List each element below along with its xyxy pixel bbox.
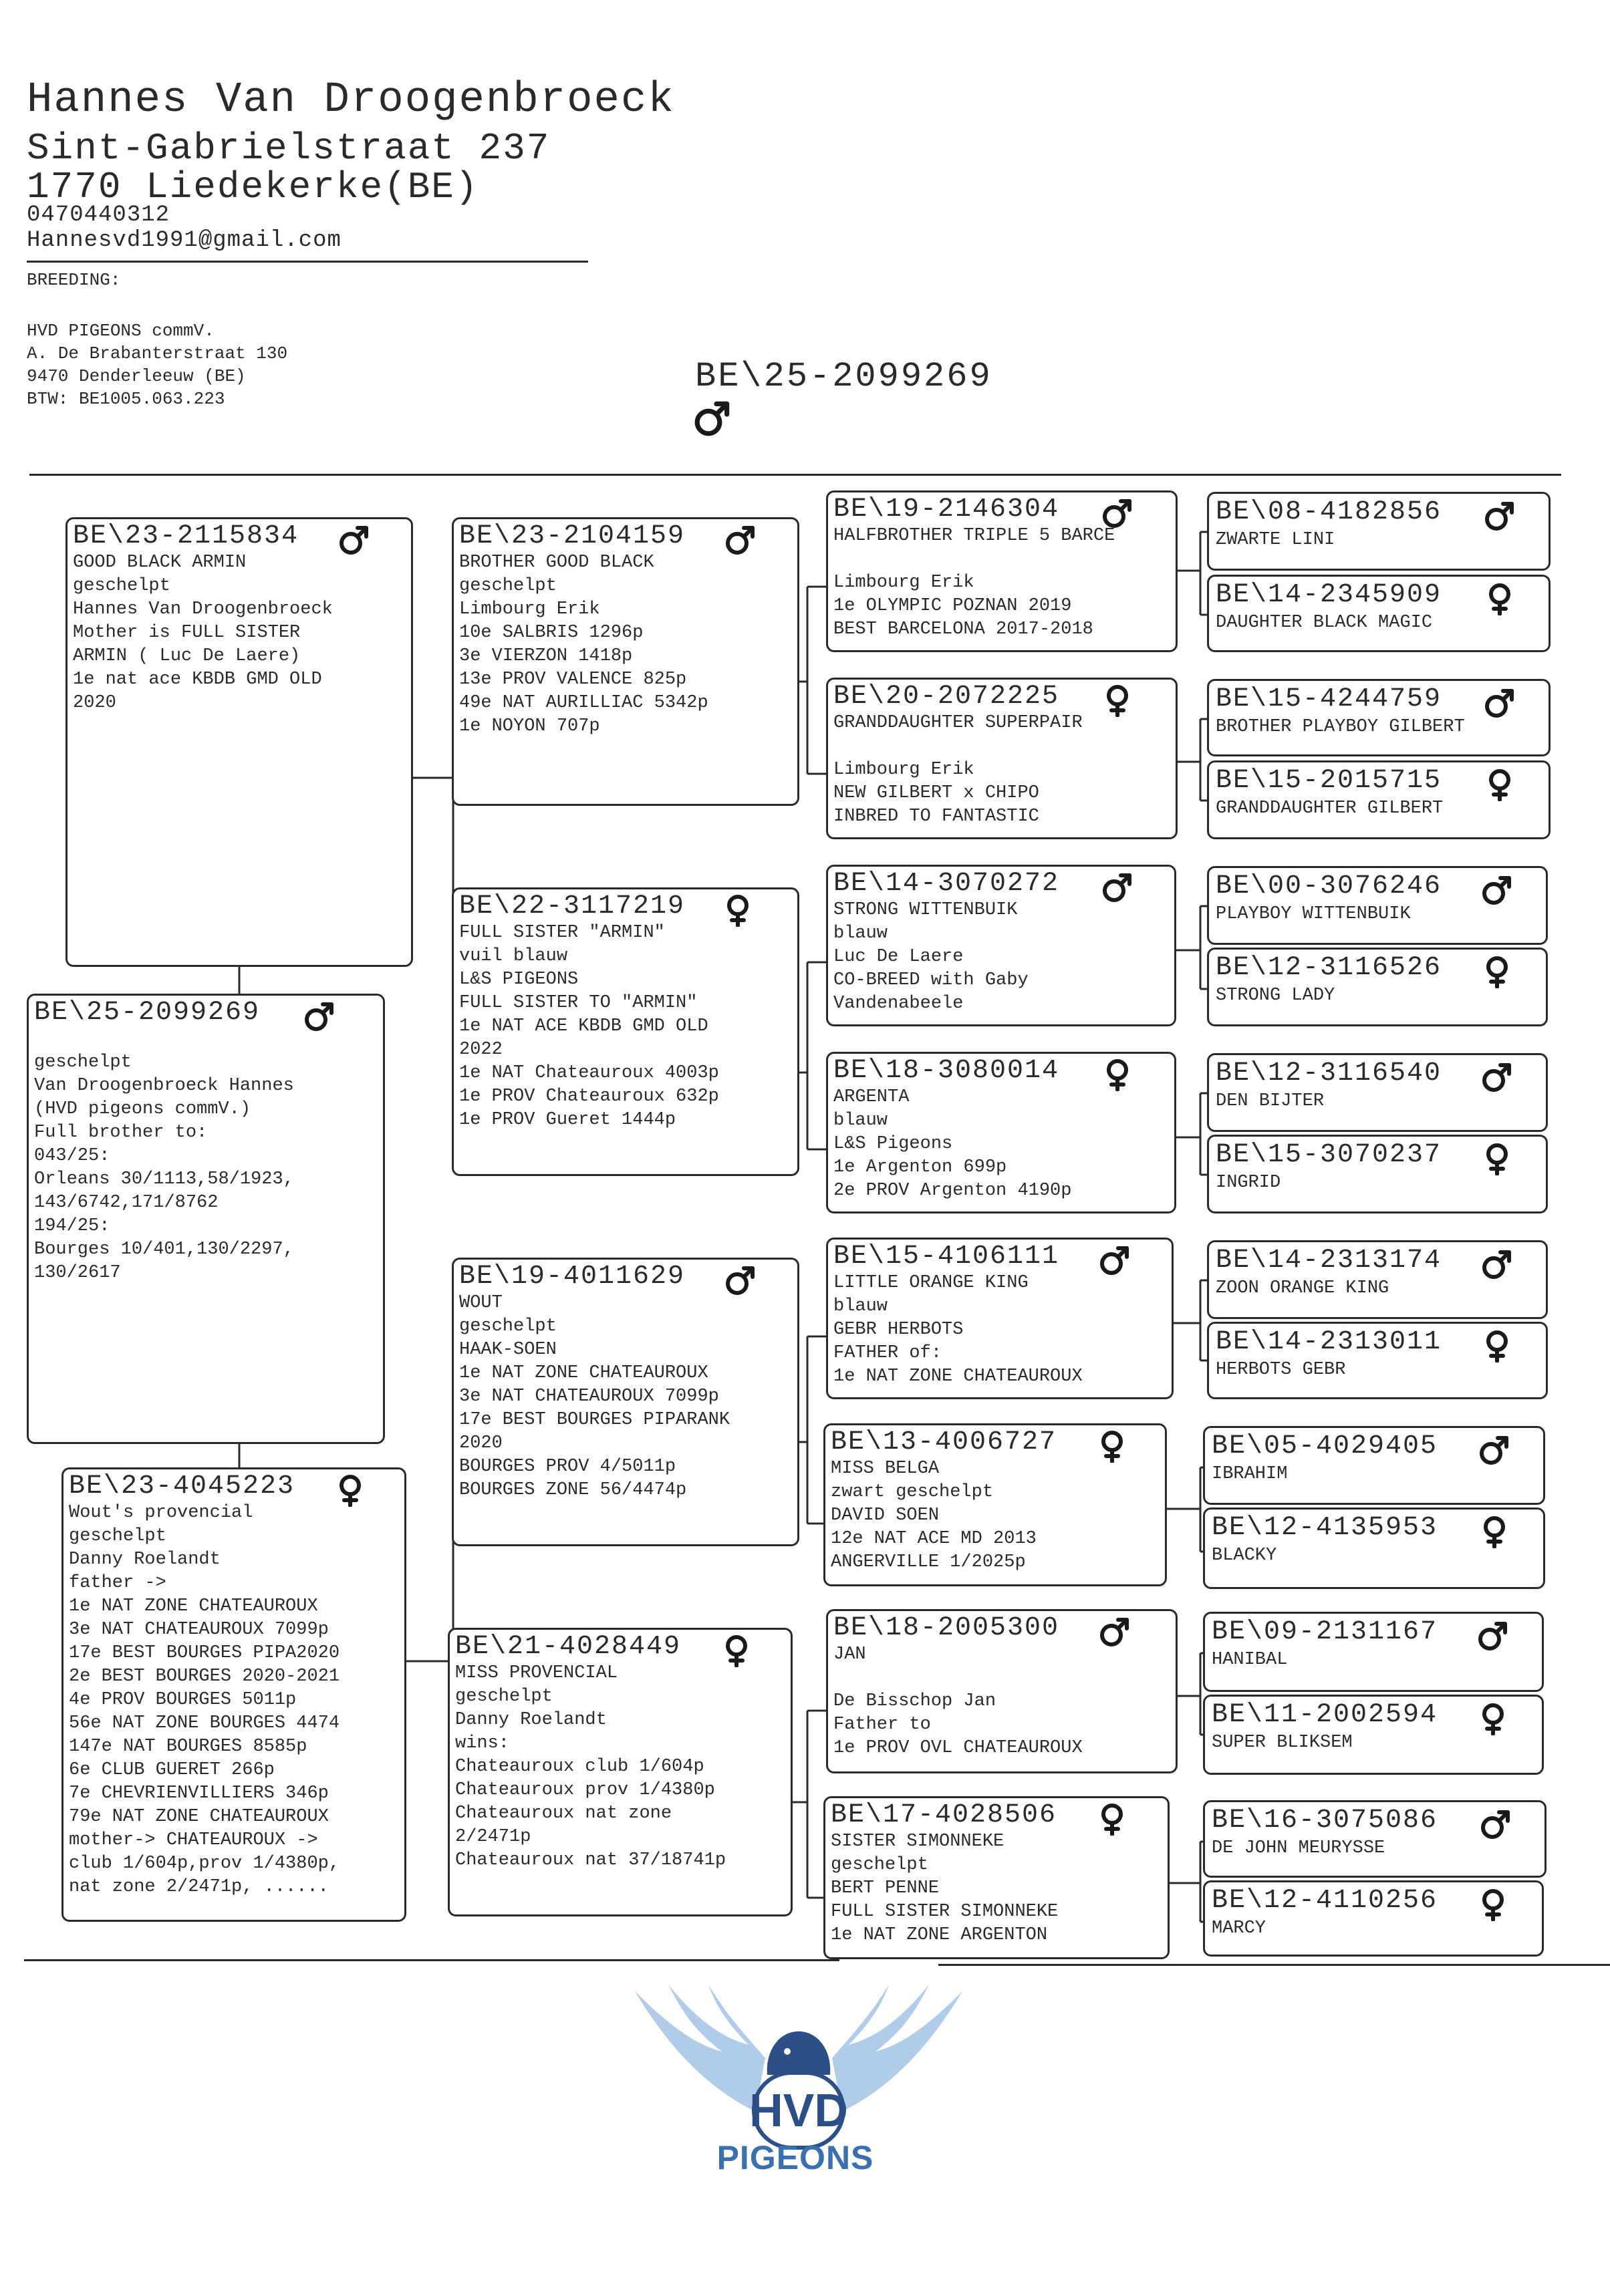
- card-details: Wout's provencial geschelpt Danny Roelandt father -> 1e NAT ZONE CHATEAUROUX 3e NAT CHATEAUROUX 7099p 17e BEST BOURGES PIPA2020 2e BEST BOURGES 2020-2021 4e PROV BOURGES 5011p 56e NAT ZONE BOURGES 4474 147e NAT BOURGES 8585p 6e CLUB GUERET 266p 7e CHEVRIENVILLIERS 346p 79e NAT ZONE CHATEAUROUX mother-> CHATEAUROUX -> club 1/604p,prov 1/4380p, nat zone 2/2471p, ......: [69, 1503, 340, 1897]
- pedigree-card-g5-5: [1207, 866, 1548, 945]
- pedigree-card-g5-14: [1203, 1695, 1544, 1775]
- male-symbol-icon: [724, 523, 757, 557]
- pedigree-card-dss: [826, 1238, 1174, 1399]
- female-symbol-icon: [721, 893, 755, 927]
- card-details: DE JOHN MEURYSSE: [1212, 1838, 1385, 1858]
- pedigree-card-sdd: [826, 1052, 1176, 1213]
- pedigree-card-g5-15: [1203, 1800, 1547, 1878]
- female-symbol-icon: [1095, 1429, 1129, 1463]
- pedigree-card-sire-dam: [452, 887, 799, 1176]
- ring-number: BE\21-4028449: [455, 1632, 682, 1662]
- male-symbol-icon: [1483, 686, 1516, 720]
- card-details: STRONG WITTENBUIK blauw Luc De Laere CO-BREED with Gaby Vandenabeele: [833, 900, 1029, 1014]
- card-details: MISS PROVENCIAL geschelpt Danny Roelandt wins: Chateauroux club 1/604p Chateauroux prov 1/4380p Chateauroux nat zone 2/2471p Chateauroux nat 37/18741p: [455, 1663, 726, 1870]
- male-symbol-icon: [338, 523, 371, 557]
- card-details: DEN BIJTER: [1216, 1091, 1325, 1111]
- card-details: MISS BELGA zwart geschelpt DAVID SOEN 12e NAT ACE MD 2013 ANGERVILLE 1/2025p: [831, 1459, 1037, 1572]
- ring-number: BE\11-2002594: [1212, 1700, 1438, 1730]
- ring-number: BE\14-2345909: [1216, 580, 1442, 610]
- ring-number: BE\16-3075086: [1212, 1806, 1438, 1836]
- male-symbol-icon: [724, 1264, 757, 1297]
- ring-number: BE\18-2005300: [833, 1613, 1060, 1643]
- ring-number: BE\12-4110256: [1212, 1886, 1438, 1916]
- owner-name: Hannes Van Droogenbroeck: [27, 76, 675, 124]
- male-symbol-icon: [1480, 1060, 1514, 1094]
- card-details: HALFBROTHER TRIPLE 5 BARCE Limbourg Erik 1e OLYMPIC POZNAN 2019 BEST BARCELONA 2017-2018: [833, 526, 1115, 639]
- pedigree-card-g5-13: [1203, 1612, 1544, 1692]
- card-details: FULL SISTER "ARMIN" vuil blauw L&S PIGEONS FULL SISTER TO "ARMIN" 1e NAT ACE KBDB GMD OLD 2022 1e NAT Chateauroux 4003p 1e PROV Chateauroux 632p 1e PROV Gueret 1444p: [459, 923, 719, 1130]
- card-details: DAUGHTER BLACK MAGIC: [1216, 613, 1433, 633]
- card-details: GRANDDAUGHTER GILBERT: [1216, 799, 1444, 819]
- card-details: SISTER SIMONNEKE geschelpt BERT PENNE FULL SISTER SIMONNEKE 1e NAT ZONE ARGENTON: [831, 1832, 1059, 1945]
- female-symbol-icon: [1483, 768, 1516, 801]
- card-details: IBRAHIM: [1212, 1464, 1288, 1484]
- male-symbol-icon: [1476, 1619, 1510, 1653]
- pedigree-card-dam-sire: [452, 1258, 799, 1546]
- card-details: INGRID: [1216, 1173, 1281, 1193]
- pedigree-card-dam-dam: [448, 1628, 793, 1916]
- pedigree-card-g5-8: [1207, 1135, 1548, 1213]
- female-symbol-icon: [333, 1473, 367, 1507]
- female-symbol-icon: [1480, 955, 1514, 988]
- card-details: ZOON ORANGE KING: [1216, 1278, 1389, 1298]
- pedigree-card-dsd: [823, 1423, 1167, 1586]
- owner-city: 1770 Liedekerke(BE): [27, 166, 479, 208]
- ring-number: BE\12-4135953: [1212, 1513, 1438, 1543]
- ring-number: BE\18-3080014: [833, 1056, 1060, 1086]
- ring-number: BE\22-3117219: [459, 891, 686, 921]
- logo-text: PIGEONS: [716, 2139, 874, 2176]
- pedigree-card-ddd: [823, 1796, 1170, 1959]
- owner-phone: 0470440312: [27, 202, 170, 228]
- card-details: HERBOTS GEBR: [1216, 1360, 1346, 1380]
- main-ring-number: BE\25-2099269: [695, 357, 992, 396]
- male-symbol-icon: [1098, 1244, 1131, 1277]
- card-details: WOUT geschelpt HAAK-SOEN 1e NAT ZONE CHATEAUROUX 3e NAT CHATEAUROUX 7099p 17e BEST BOURGES PIPARANK 2020 BOURGES PROV 4/5011p BOURGES ZONE 56/4474p: [459, 1293, 730, 1500]
- pedigree-card-g5-6: [1207, 948, 1548, 1026]
- pedigree-card-sire: [65, 517, 413, 967]
- ring-number: BE\14-2313174: [1216, 1246, 1442, 1276]
- male-symbol-icon: [1480, 1248, 1514, 1281]
- female-symbol-icon: [1095, 1802, 1129, 1836]
- owner-street: Sint-Gabrielstraat 237: [27, 127, 551, 170]
- ring-number: BE\12-3116526: [1216, 953, 1442, 983]
- pedigree-card-g5-11: [1203, 1426, 1545, 1505]
- male-symbol-icon: [1483, 499, 1516, 533]
- male-symbol-icon: [1479, 1808, 1512, 1841]
- ring-number: BE\08-4182856: [1216, 497, 1442, 527]
- card-details: BROTHER PLAYBOY GILBERT: [1216, 717, 1465, 737]
- card-details: GOOD BLACK ARMIN geschelpt Hannes Van Droogenbroeck Mother is FULL SISTER ARMIN ( Luc De Laere) 1e nat ace KBDB GMD OLD 2020: [73, 553, 333, 713]
- bottom-divider-right: [938, 1964, 1610, 1966]
- pedigree-card-g5-4: [1207, 760, 1551, 839]
- male-symbol-icon: [1101, 871, 1134, 904]
- pedigree-card-subject: [27, 994, 385, 1444]
- ring-number: BE\15-3070237: [1216, 1140, 1442, 1170]
- female-symbol-icon: [1101, 1058, 1134, 1091]
- ring-number: BE\19-4011629: [459, 1262, 686, 1292]
- ring-number: BE\13-4006727: [831, 1427, 1057, 1457]
- pedigree-card-g5-1: [1207, 492, 1551, 571]
- ring-number: BE\14-2313011: [1216, 1327, 1442, 1357]
- ring-number: BE\25-2099269: [34, 998, 261, 1028]
- card-details: HANIBAL: [1212, 1650, 1288, 1670]
- ring-number: BE\15-4106111: [833, 1242, 1060, 1272]
- pedigree-card-g5-2: [1207, 575, 1551, 652]
- logo-monogram: HVD: [749, 2084, 848, 2136]
- card-details: MARCY: [1212, 1918, 1266, 1939]
- pedigree-card-ssd: [826, 678, 1178, 839]
- card-details: BLACKY: [1212, 1546, 1277, 1566]
- female-symbol-icon: [720, 1634, 753, 1667]
- card-details: LITTLE ORANGE KING blauw GEBR HERBOTS FATHER of: 1e NAT ZONE CHATEAUROUX: [833, 1273, 1083, 1387]
- pedigree-card-g5-7: [1207, 1053, 1548, 1132]
- male-symbol-icon: [1478, 1433, 1511, 1467]
- female-symbol-icon: [1101, 684, 1134, 717]
- female-symbol-icon: [1483, 582, 1516, 615]
- ring-number: BE\12-3116540: [1216, 1058, 1442, 1089]
- male-symbol-icon: [303, 1000, 336, 1033]
- pedigree-card-g5-10: [1207, 1322, 1548, 1399]
- card-details: SUPER BLIKSEM: [1212, 1733, 1353, 1753]
- pedigree-card-g5-16: [1203, 1880, 1544, 1957]
- female-symbol-icon: [1480, 1142, 1514, 1175]
- male-symbol-icon: [1480, 873, 1514, 907]
- pedigree-card-sds: [826, 865, 1176, 1026]
- pedigree-card-sss: [826, 490, 1178, 652]
- ring-number: BE\23-4045223: [69, 1471, 295, 1501]
- ring-number: BE\15-4244759: [1216, 684, 1442, 714]
- card-details: ARGENTA blauw L&S Pigeons 1e Argenton 699p 2e PROV Argenton 4190p: [833, 1087, 1072, 1201]
- card-details: JAN De Bisschop Jan Father to 1e PROV OVL CHATEAUROUX: [833, 1644, 1083, 1758]
- owner-email: Hannesvd1991@gmail.com: [27, 228, 342, 253]
- card-details: GRANDDAUGHTER SUPERPAIR Limbourg Erik NEW GILBERT x CHIPO INBRED TO FANTASTIC: [833, 713, 1083, 827]
- card-details: PLAYBOY WITTENBUIK: [1216, 904, 1411, 924]
- ring-number: BE\17-4028506: [831, 1800, 1057, 1830]
- female-symbol-icon: [1476, 1702, 1510, 1735]
- male-symbol-icon: [1098, 1615, 1131, 1648]
- pedigree-card-g5-3: [1207, 679, 1551, 756]
- male-symbol-icon: [1101, 496, 1134, 530]
- female-symbol-icon: [1478, 1515, 1511, 1548]
- female-symbol-icon: [1480, 1329, 1514, 1362]
- pedigree-card-g5-9: [1207, 1240, 1548, 1319]
- ring-number: BE\15-2015715: [1216, 766, 1442, 796]
- ring-number: BE\19-2146304: [833, 494, 1060, 525]
- card-details: STRONG LADY: [1216, 986, 1335, 1006]
- ring-number: BE\23-2104159: [459, 521, 686, 551]
- female-symbol-icon: [1476, 1888, 1510, 1921]
- pedigree-card-dam: [61, 1467, 406, 1922]
- pedigree-card-g5-12: [1203, 1508, 1545, 1589]
- ring-number: BE\20-2072225: [833, 682, 1060, 712]
- pedigree-card-sire-sire: [452, 517, 799, 806]
- ring-number: BE\00-3076246: [1216, 871, 1442, 901]
- breeding-label: BREEDING:: [27, 270, 121, 290]
- card-details: ZWARTE LINI: [1216, 530, 1335, 550]
- breeder-address: HVD PIGEONS commV. A. De Brabanterstraat 130 9470 Denderleeuw (BE) BTW: BE1005.063.223: [27, 321, 288, 409]
- ring-number: BE\23-2115834: [73, 521, 299, 551]
- pedigree-card-dds: [826, 1609, 1178, 1773]
- ring-number: BE\09-2131167: [1212, 1617, 1438, 1647]
- card-details: geschelpt Van Droogenbroeck Hannes (HVD pigeons commV.) Full brother to: 043/25: Orleans 30/1113,58/1923, 143/6742,171/8762 194/25: Bourges 10/401,130/2297, 130/2617: [34, 1052, 294, 1283]
- ring-number: BE\05-4029405: [1212, 1431, 1438, 1461]
- ring-number: BE\14-3070272: [833, 869, 1060, 899]
- card-details: BROTHER GOOD BLACK geschelpt Limbourg Erik 10e SALBRIS 1296p 3e VIERZON 1418p 13e PROV VALENCE 825p 49e NAT AURILLIAC 5342p 1e NOYON 707p: [459, 553, 708, 736]
